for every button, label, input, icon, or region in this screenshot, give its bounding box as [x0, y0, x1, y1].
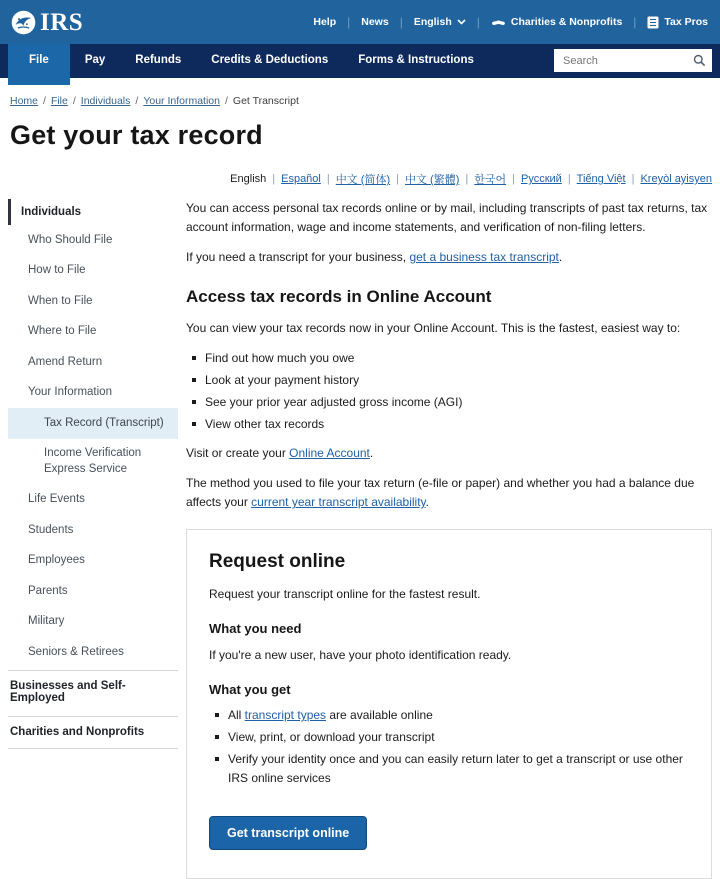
irs-eagle-logo-icon	[10, 9, 37, 36]
nav-tab-credits-deductions[interactable]: Credits & Deductions	[211, 54, 329, 66]
method-post-text: .	[425, 495, 430, 510]
utility-links	[313, 15, 708, 29]
divider: |	[512, 173, 515, 185]
breadcrumb-separator: /	[43, 95, 46, 107]
content-area	[0, 199, 720, 879]
help-label: Help	[313, 16, 337, 28]
what-you-get-heading: What you get	[209, 681, 291, 697]
breadcrumb-separator: /	[72, 95, 76, 107]
business-pre-text: If you need a transcript for your business,	[186, 249, 410, 264]
sidebar-item-your-information[interactable]: Your Information	[28, 386, 112, 399]
divider: |	[567, 173, 571, 185]
online-account-benefits-list	[186, 349, 712, 434]
handshake-icon	[491, 17, 506, 28]
language-label: English	[413, 16, 452, 28]
sidebar-item-employees[interactable]: Employees	[28, 554, 85, 567]
charities-label: Charities & Nonprofits	[510, 16, 623, 28]
business-tax-transcript-link[interactable]: get a business tax transcript	[409, 249, 559, 264]
visit-post-text: .	[369, 446, 374, 461]
divider: |	[399, 15, 403, 29]
breadcrumb-home[interactable]: Home	[10, 95, 39, 107]
divider: |	[272, 173, 276, 185]
breadcrumb-separator: /	[135, 95, 139, 107]
visit-pre-text: Visit or create your	[186, 446, 290, 461]
news-link[interactable]	[361, 16, 388, 28]
divider: |	[465, 173, 469, 185]
business-post-text: .	[558, 249, 563, 264]
get-transcript-online-button[interactable]: Get transcript online	[209, 816, 367, 850]
charities-nonprofits-link[interactable]	[491, 16, 622, 28]
section-heading-online-account: Access tax records in Online Account	[186, 286, 492, 306]
nav-tab-refunds[interactable]: Refunds	[135, 54, 182, 66]
divider: |	[326, 173, 330, 185]
ledger-book-icon	[647, 16, 659, 29]
sidebar-section-charities-nonprofits[interactable]: Charities and Nonprofits	[8, 716, 178, 750]
request-online-card	[186, 529, 712, 879]
irs-logo[interactable]	[10, 9, 83, 36]
list-item: View, print, or download your transcript	[215, 728, 689, 747]
sidebar-nav	[8, 199, 178, 749]
online-account-intro: You can view your tax records now in your Online Account. This is the fastest, easiest way to:	[186, 320, 681, 335]
what-you-need-heading: What you need	[209, 621, 302, 637]
chevron-down-icon	[457, 19, 466, 25]
search-box	[554, 49, 712, 72]
nav-tab-forms-instructions[interactable]: Forms & Instructions	[358, 54, 474, 66]
card-intro: Request your transcript online for the fastest result.	[209, 587, 481, 602]
card-heading: Request online	[209, 551, 346, 573]
visit-online-account-paragraph	[186, 444, 712, 463]
tax-pros-label: Tax Pros	[664, 16, 708, 28]
sidebar-item-who-should-file[interactable]: Who Should File	[28, 233, 113, 246]
sidebar-section-individuals[interactable]: Individuals	[8, 199, 178, 225]
list-item	[215, 706, 689, 725]
language-bar	[0, 171, 712, 187]
nav-tab-file[interactable]: File	[8, 44, 70, 85]
lang-english-current: English	[230, 173, 267, 185]
sidebar-item-when-to-file[interactable]: When to File	[28, 294, 93, 307]
divider: |	[631, 173, 635, 185]
breadcrumb-file[interactable]: File	[50, 95, 68, 107]
divider: |	[476, 15, 480, 29]
language-selector[interactable]	[414, 16, 466, 28]
breadcrumb-individuals[interactable]: Individuals	[80, 95, 131, 107]
method-pre-text: The method you used to file your tax return (e-file or paper) and whether you had a balance due affects your	[186, 476, 695, 510]
business-transcript-paragraph	[186, 248, 712, 267]
divider: |	[347, 15, 351, 29]
sidebar-item-military[interactable]: Military	[28, 615, 65, 628]
intro-paragraph: You can access personal tax records online or by mail, including transcripts of past tax returns, tax account information, wage and income statements, and verification of non-filing letters.	[186, 201, 708, 234]
help-link[interactable]	[313, 16, 336, 28]
what-you-get-list	[209, 706, 689, 788]
transcript-types-link[interactable]: transcript types	[244, 708, 327, 723]
nav-tab-pay[interactable]: Pay	[84, 54, 106, 66]
sidebar-item-where-to-file[interactable]: Where to File	[28, 325, 97, 338]
sidebar-item-how-to-file[interactable]: How to File	[28, 264, 86, 277]
breadcrumb-your-information[interactable]: Your Information	[143, 95, 220, 107]
list-item: Look at your payment history	[192, 371, 712, 390]
search-button[interactable]	[688, 51, 710, 70]
top-utility-bar	[0, 0, 720, 44]
lang-russian[interactable]: Русский	[520, 173, 562, 185]
list-item: Verify your identity once and you can easily return later to get a transcript or use other IRS online services	[215, 750, 689, 788]
breadcrumb	[10, 95, 710, 107]
sidebar-item-tax-record-transcript[interactable]: Tax Record (Transcript)	[8, 408, 178, 439]
tax-pros-link[interactable]	[647, 16, 708, 29]
lang-espanol[interactable]: Español	[281, 173, 321, 185]
page-title: Get your tax record	[10, 120, 263, 150]
sidebar-section-businesses-self-employed[interactable]: Businesses and Self-Employed	[8, 670, 178, 714]
lang-haitian-creole[interactable]: Kreyòl ayisyen	[640, 173, 712, 185]
list-item: See your prior year adjusted gross income (AGI)	[192, 393, 712, 412]
bullet-pre-text: All	[228, 708, 245, 723]
transcript-availability-link[interactable]: current year transcript availability	[251, 495, 426, 510]
lang-chinese-simplified[interactable]: 中文 (简体)	[335, 174, 391, 186]
sidebar-item-parents[interactable]: Parents	[28, 584, 68, 597]
divider: |	[396, 173, 399, 185]
divider: |	[633, 15, 637, 29]
lang-chinese-traditional[interactable]: 中文 (繁體)	[404, 174, 460, 186]
sidebar-item-students[interactable]: Students	[28, 523, 74, 536]
filing-method-paragraph	[186, 474, 712, 512]
what-you-need-text: If you're a new user, have your photo identification ready.	[209, 647, 512, 662]
sidebar-item-amend-return[interactable]: Amend Return	[28, 355, 103, 368]
lang-vietnamese[interactable]: Tiếng Việt	[576, 173, 626, 185]
irs-wordmark: IRS	[40, 8, 84, 36]
main-nav-bar	[0, 44, 720, 78]
breadcrumb-separator: /	[225, 95, 228, 107]
news-label: News	[361, 16, 389, 28]
bullet-post-text: are available online	[326, 708, 433, 723]
list-item: View other tax records	[192, 415, 712, 434]
sidebar-item-seniors-retirees[interactable]: Seniors & Retirees	[28, 645, 124, 658]
list-item: Find out how much you owe	[192, 349, 712, 368]
sidebar-item-income-verification-express-service[interactable]: Income Verification Express Service	[44, 447, 142, 475]
breadcrumb-current: Get Transcript	[232, 95, 299, 107]
search-icon	[693, 54, 706, 67]
lang-korean[interactable]: 한국어	[474, 174, 507, 186]
sidebar-item-life-events[interactable]: Life Events	[28, 493, 85, 506]
main-content	[178, 199, 712, 879]
online-account-link[interactable]: Online Account	[289, 446, 370, 461]
